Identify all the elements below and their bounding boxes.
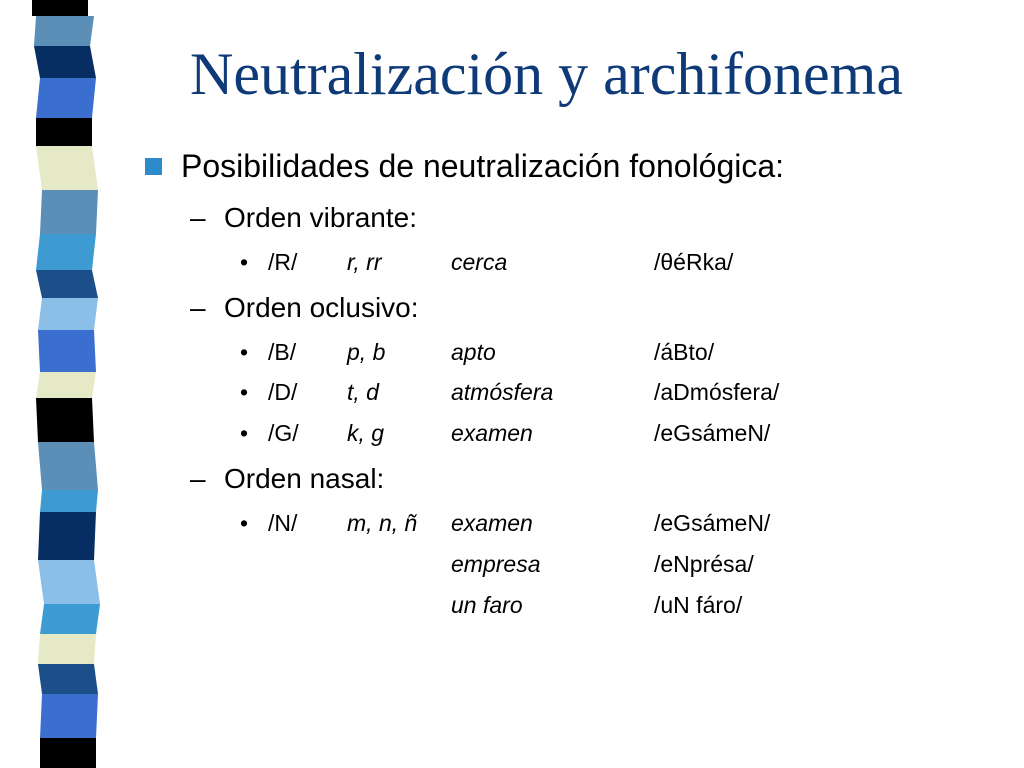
neutralization-row xyxy=(240,337,940,367)
section-heading-text: Orden vibrante: xyxy=(224,202,417,233)
transcription: /θéRka/ xyxy=(654,249,734,275)
example-word: examen xyxy=(451,510,533,536)
example-word: un faro xyxy=(451,592,523,618)
archiphoneme: /B/ xyxy=(268,339,297,365)
example-word: cerca xyxy=(451,249,508,275)
neutralization-row xyxy=(240,247,940,277)
transcription: /aDmósfera/ xyxy=(654,379,780,405)
section-heading-text: Orden nasal: xyxy=(224,463,385,494)
main-bullet xyxy=(145,145,1005,187)
archiphoneme: /G/ xyxy=(268,420,299,446)
graphemes: t, d xyxy=(347,379,379,405)
archiphoneme: /D/ xyxy=(268,379,298,405)
example-word: empresa xyxy=(451,551,541,577)
dot-bullet: • xyxy=(240,379,249,405)
neutralization-row xyxy=(240,549,940,579)
dash-bullet: – xyxy=(190,202,206,233)
transcription: /eGsámeN/ xyxy=(654,420,771,446)
example-word: examen xyxy=(451,420,533,446)
neutralization-row xyxy=(240,377,940,407)
section-heading xyxy=(190,200,890,236)
graphemes: p, b xyxy=(347,339,386,365)
archiphoneme: /N/ xyxy=(268,510,298,536)
neutralization-row xyxy=(240,418,940,448)
graphemes: m, n, ñ xyxy=(347,510,418,536)
example-word: apto xyxy=(451,339,496,365)
transcription: /áBto/ xyxy=(654,339,715,365)
neutralization-row xyxy=(240,590,940,620)
section-heading xyxy=(190,461,890,497)
slide-title: Neutralización y archifonema xyxy=(190,41,903,107)
section-heading xyxy=(190,290,890,326)
neutralization-row xyxy=(240,508,940,538)
transcription: /eGsámeN/ xyxy=(654,510,771,536)
transcription: /uN fáro/ xyxy=(654,592,743,618)
main-bullet-text: Posibilidades de neutralización fonológica: xyxy=(181,148,785,184)
dash-bullet: – xyxy=(190,463,206,494)
dot-bullet: • xyxy=(240,420,249,446)
dot-bullet: • xyxy=(240,510,249,536)
transcription: /eNprésa/ xyxy=(654,551,754,577)
graphemes: r, rr xyxy=(347,249,382,275)
graphemes: k, g xyxy=(347,420,385,446)
archiphoneme: /R/ xyxy=(268,249,298,275)
dot-bullet: • xyxy=(240,339,249,365)
dot-bullet: • xyxy=(240,249,249,275)
dash-bullet: – xyxy=(190,292,206,323)
blue-square-bullet-icon xyxy=(145,158,162,175)
section-heading-text: Orden oclusivo: xyxy=(224,292,419,323)
example-word: atmósfera xyxy=(451,379,554,405)
